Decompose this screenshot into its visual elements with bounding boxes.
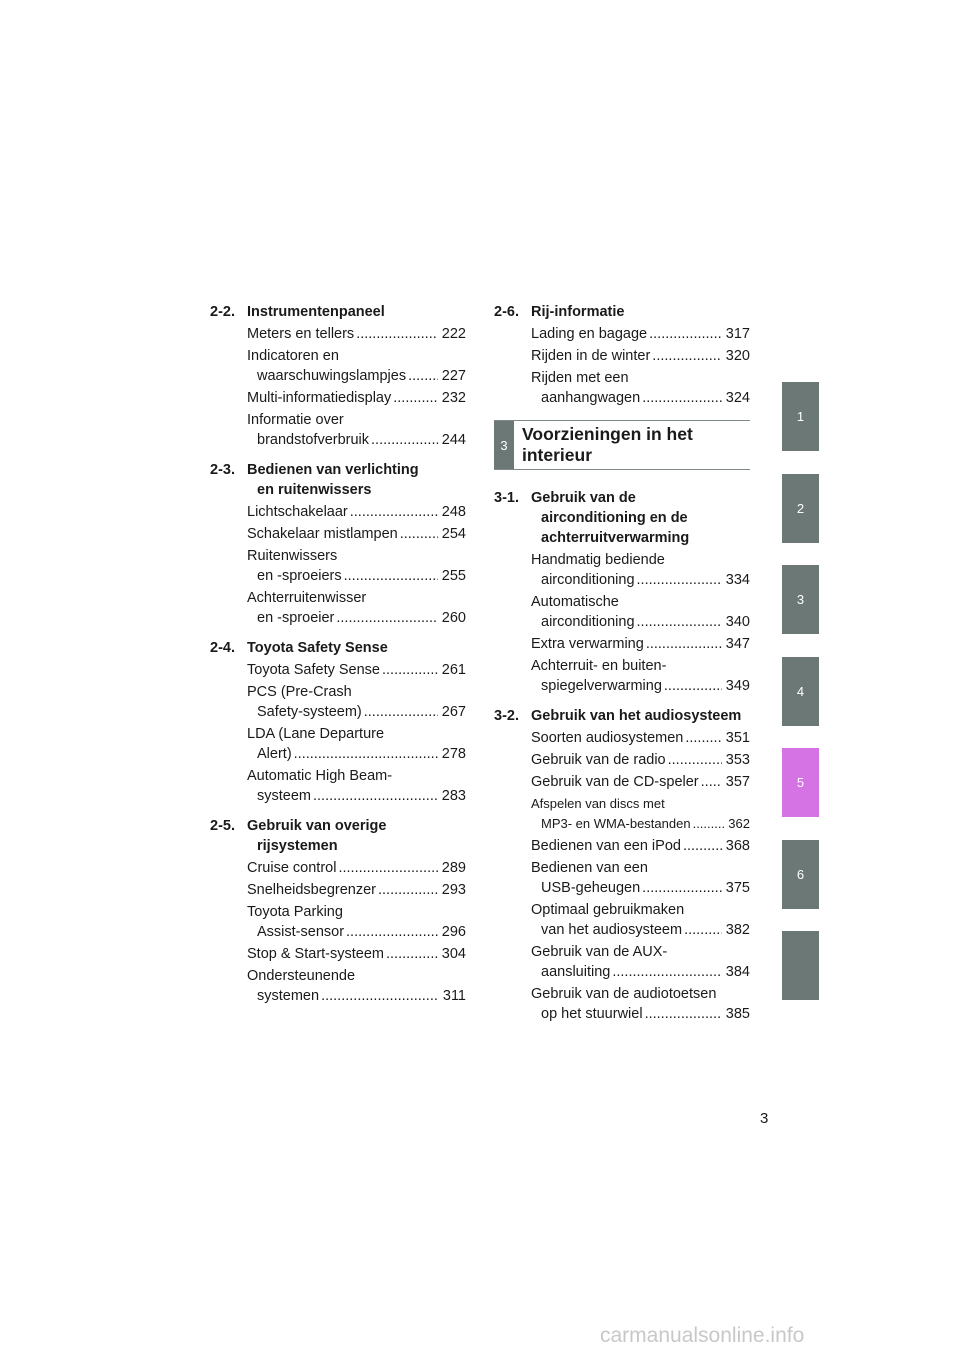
toc-entry[interactable] — [247, 524, 466, 544]
chapter-tab[interactable]: 4 — [782, 657, 819, 726]
toc-entry-line: Achterruit- en buiten- — [531, 658, 667, 674]
toc-entry-line: Gebruik van de AUX- — [531, 944, 668, 960]
toc-entry[interactable] — [531, 858, 750, 898]
toc-page-number: 349 — [725, 678, 750, 694]
section-title — [531, 302, 750, 322]
toc-entry-text: Lichtschakelaar — [247, 504, 348, 520]
section-heading — [494, 488, 750, 548]
toc-page-number: 296 — [441, 924, 466, 940]
toc-entry-line: Toyota Parking — [247, 904, 343, 920]
toc-page-number: 244 — [441, 432, 466, 448]
toc-leader-dots — [336, 608, 437, 628]
toc-leader-dots — [649, 324, 722, 344]
toc-entry-row — [531, 836, 750, 856]
section-number: 2-6. — [494, 304, 519, 320]
toc-entry-text: Bedienen van een iPod — [531, 838, 681, 854]
toc-entry-row — [531, 878, 750, 898]
section-number: 2-3. — [210, 462, 235, 478]
toc-page-number: 278 — [441, 746, 466, 762]
toc-entry-row — [247, 388, 466, 408]
toc-entry-row — [531, 814, 750, 834]
toc-entry-row — [531, 324, 750, 344]
section-title — [247, 302, 466, 322]
toc-leader-dots — [637, 612, 722, 632]
toc-entry-row — [247, 566, 466, 586]
section-title-line: Gebruik van het audiosysteem — [531, 708, 742, 724]
toc-entry-line: PCS (Pre-Crash — [247, 684, 352, 700]
toc-entry-text: USB-geheugen — [541, 880, 641, 896]
toc-entry[interactable] — [531, 656, 750, 696]
toc-entry-text: MP3- en WMA-bestanden — [541, 816, 691, 831]
toc-leader-dots — [645, 1004, 722, 1024]
toc-entry-text: van het audiosysteem — [541, 922, 683, 938]
chapter-tab[interactable]: 3 — [782, 565, 819, 634]
toc-leader-dots — [664, 676, 722, 696]
toc-entry[interactable] — [247, 944, 466, 964]
toc-entry-row — [247, 880, 466, 900]
toc-entry-text: Soorten audiosystemen — [531, 730, 684, 746]
toc-leader-dots — [364, 702, 438, 722]
toc-page-number: 232 — [441, 390, 466, 406]
toc-section — [494, 488, 750, 696]
toc-page-number: 261 — [441, 662, 466, 678]
toc-entry-row — [531, 388, 750, 408]
section-number: 2-5. — [210, 818, 235, 834]
toc-entry-text: Gebruik van de radio — [531, 752, 666, 768]
toc-leader-dots — [684, 920, 722, 940]
toc-leader-dots — [344, 566, 438, 586]
toc-entry[interactable] — [247, 546, 466, 586]
toc-entry[interactable] — [247, 858, 466, 878]
toc-entry[interactable] — [247, 588, 466, 628]
toc-entry-text: Assist-sensor — [257, 924, 345, 940]
chapter-tab[interactable]: 5 — [782, 748, 819, 817]
toc-page-number: 227 — [441, 368, 466, 384]
toc-section — [210, 302, 466, 450]
section-number: 3-1. — [494, 490, 519, 506]
toc-entry[interactable] — [531, 900, 750, 940]
toc-entry[interactable] — [531, 772, 750, 792]
toc-page-number: 353 — [725, 752, 750, 768]
chapter-tab[interactable]: 1 — [782, 382, 819, 451]
toc-leader-dots — [338, 858, 437, 878]
toc-right-column — [494, 302, 750, 1034]
toc-entry-row — [247, 502, 466, 522]
toc-entry-line: Gebruik van de audiotoetsen — [531, 986, 717, 1002]
toc-entry-text: Alert) — [257, 746, 292, 762]
toc-page-number: 254 — [441, 526, 466, 542]
section-heading — [494, 302, 750, 322]
toc-leader-dots — [642, 878, 722, 898]
toc-page-number: 222 — [441, 326, 466, 342]
toc-entry-row — [247, 660, 466, 680]
toc-page-number: 248 — [441, 504, 466, 520]
toc-entry-text: Toyota Safety Sense — [247, 662, 380, 678]
toc-entry-row — [531, 772, 750, 792]
toc-leader-dots — [400, 524, 438, 544]
toc-page-number: 385 — [725, 1006, 750, 1022]
toc-entry-text: Extra verwarming — [531, 636, 644, 652]
toc-entry[interactable] — [531, 346, 750, 366]
toc-entry-row — [247, 324, 466, 344]
toc-entry[interactable] — [531, 368, 750, 408]
toc-entry[interactable] — [247, 966, 466, 1006]
toc-entry-row — [531, 634, 750, 654]
toc-entry[interactable] — [531, 984, 750, 1024]
toc-entry-text: systeem — [257, 788, 311, 804]
toc-entry-line: Achterruitenwisser — [247, 590, 367, 606]
chapter-banner-title — [514, 421, 693, 469]
section-title-line: achterruitverwarming — [541, 530, 690, 546]
toc-entry-row — [247, 944, 466, 964]
toc-entry-text: Snelheidsbegrenzer — [247, 882, 376, 898]
toc-section — [210, 638, 466, 806]
toc-entry-row — [531, 920, 750, 940]
toc-page-number: 334 — [725, 572, 750, 588]
toc-entry-text: brandstofverbruik — [257, 432, 370, 448]
toc-entry[interactable] — [247, 502, 466, 522]
toc-entry-row — [531, 676, 750, 696]
toc-leader-dots — [346, 922, 438, 942]
toc-page-number: 293 — [441, 882, 466, 898]
toc-entry-text: Meters en tellers — [247, 326, 355, 342]
section-title — [247, 816, 466, 856]
section-number: 2-4. — [210, 640, 235, 656]
toc-entry-line: Automatische — [531, 594, 619, 610]
toc-entry-row — [531, 962, 750, 982]
section-number: 3-2. — [494, 708, 519, 724]
toc-entry-text: Cruise control — [247, 860, 337, 876]
toc-leader-dots — [313, 786, 438, 806]
toc-entry-text: Schakelaar mistlampen — [247, 526, 398, 542]
toc-leader-dots — [321, 986, 439, 1006]
toc-leader-dots — [693, 814, 725, 834]
toc-entry-row — [531, 570, 750, 590]
toc-entry-row — [247, 608, 466, 628]
toc-entry-text: aanhangwagen — [541, 390, 641, 406]
toc-entry-line: Indicatoren en — [247, 348, 339, 364]
toc-entry-text: Stop & Start-systeem — [247, 946, 384, 962]
section-number: 2-2. — [210, 304, 235, 320]
toc-entry-text: en -sproeier — [257, 610, 335, 626]
toc-entry[interactable] — [247, 766, 466, 806]
toc-leader-dots — [652, 346, 722, 366]
chapter-banner-number: 3 — [494, 421, 514, 469]
toc-entry[interactable] — [531, 836, 750, 856]
toc-page-number: 255 — [441, 568, 466, 584]
toc-entry[interactable] — [247, 388, 466, 408]
page-number: 3 — [760, 1110, 769, 1127]
toc-leader-dots — [386, 944, 438, 964]
toc-entry-text: aansluiting — [541, 964, 611, 980]
toc-leader-dots — [356, 324, 438, 344]
section-title — [531, 488, 750, 548]
section-title — [531, 706, 750, 726]
toc-entry-line: Informatie over — [247, 412, 344, 428]
toc-entry-text: en -sproeiers — [257, 568, 342, 584]
toc-page-number: 311 — [442, 988, 466, 1004]
toc-entry-row — [247, 702, 466, 722]
toc-section — [494, 706, 750, 1024]
section-heading — [494, 706, 750, 726]
toc-entry-text: Safety-systeem) — [257, 704, 362, 720]
watermark: carmanualsonline.info — [600, 1324, 805, 1347]
section-title-line: en ruitenwissers — [257, 482, 372, 498]
toc-entry-text: spiegelverwarming — [541, 678, 662, 694]
chapter-tab[interactable]: 6 — [782, 840, 819, 909]
toc-entry-row — [247, 786, 466, 806]
toc-page-number: 351 — [725, 730, 750, 746]
toc-entry[interactable] — [247, 660, 466, 680]
toc-entry-line: Handmatig bediende — [531, 552, 665, 568]
toc-entry[interactable] — [247, 324, 466, 344]
section-title — [247, 638, 466, 658]
toc-page-number: 320 — [725, 348, 750, 364]
toc-leader-dots — [646, 634, 722, 654]
toc-leader-dots — [378, 880, 438, 900]
toc-leader-dots — [294, 744, 438, 764]
toc-leader-dots — [637, 570, 722, 590]
toc-entry-row — [247, 524, 466, 544]
section-title-line: Instrumentenpaneel — [247, 304, 385, 320]
toc-page-number: 384 — [725, 964, 750, 980]
chapter-title-line1: Voorzieningen in het — [522, 424, 693, 444]
toc-entry-text: airconditioning — [541, 572, 635, 588]
toc-entry-row — [247, 430, 466, 450]
chapter-tab[interactable]: 2 — [782, 474, 819, 543]
section-heading — [210, 302, 466, 322]
toc-page-number: 283 — [441, 788, 466, 804]
section-title — [247, 460, 466, 500]
toc-entry-row — [247, 858, 466, 878]
toc-leader-dots — [612, 962, 721, 982]
toc-entry-text: Lading en bagage — [531, 326, 648, 342]
toc-page-number: 340 — [725, 614, 750, 630]
section-title-line: Gebruik van de — [531, 490, 636, 506]
toc-entry-row — [247, 986, 466, 1006]
toc-entry[interactable] — [531, 324, 750, 344]
toc-entry-row — [247, 744, 466, 764]
toc-page-number: 382 — [725, 922, 750, 938]
toc-entry[interactable] — [531, 728, 750, 748]
toc-entry[interactable] — [531, 634, 750, 654]
toc-section — [210, 816, 466, 1006]
toc-page-number: 304 — [441, 946, 466, 962]
toc-leader-dots — [371, 430, 438, 450]
toc-entry-row — [531, 612, 750, 632]
toc-entry-text: waarschuwingslampjes — [257, 368, 407, 384]
toc-entry[interactable] — [247, 682, 466, 722]
section-title-line: rijsystemen — [257, 838, 338, 854]
chapter-title-line2: interieur — [522, 445, 593, 465]
toc-entry-text: op het stuurwiel — [541, 1006, 643, 1022]
toc-entry[interactable] — [531, 550, 750, 590]
toc-entry[interactable] — [247, 880, 466, 900]
section-heading — [210, 638, 466, 658]
toc-entry-line: Ruitenwissers — [247, 548, 338, 564]
toc-entry-line: Rijden met een — [531, 370, 629, 386]
section-heading — [210, 816, 466, 856]
toc-entry-row — [531, 728, 750, 748]
toc-leader-dots — [642, 388, 722, 408]
toc-entry-line: Automatic High Beam- — [247, 768, 393, 784]
toc-entry[interactable] — [531, 794, 750, 834]
toc-entry[interactable] — [247, 724, 466, 764]
section-title-line: Rij-informatie — [531, 304, 625, 320]
chapter-banner — [494, 420, 750, 470]
toc-entry-line: LDA (Lane Departure — [247, 726, 385, 742]
toc-page-number: 357 — [725, 774, 750, 790]
toc-entry-text: Gebruik van de CD-speler — [531, 774, 699, 790]
toc-section — [210, 460, 466, 628]
chapter-tab[interactable] — [782, 931, 819, 1000]
toc-left-column — [210, 302, 466, 1016]
toc-leader-dots — [393, 388, 438, 408]
toc-leader-dots — [685, 728, 721, 748]
toc-page-number: 347 — [725, 636, 750, 652]
toc-leader-dots — [350, 502, 438, 522]
toc-page-number: 362 — [728, 816, 750, 831]
toc-entry-line: Ondersteunende — [247, 968, 356, 984]
toc-page-number: 324 — [725, 390, 750, 406]
toc-page-number: 368 — [725, 838, 750, 854]
toc-entry[interactable] — [247, 410, 466, 450]
toc-entry-text: Rijden in de winter — [531, 348, 651, 364]
toc-entry[interactable] — [531, 750, 750, 770]
toc-page-number: 267 — [441, 704, 466, 720]
toc-leader-dots — [701, 772, 722, 792]
toc-entry-text: systemen — [257, 988, 320, 1004]
toc-leader-dots — [668, 750, 722, 770]
toc-entry-row — [531, 346, 750, 366]
toc-page-number: 317 — [725, 326, 750, 342]
toc-entry-text: airconditioning — [541, 614, 635, 630]
section-heading — [210, 460, 466, 500]
toc-entry[interactable] — [247, 902, 466, 942]
toc-page-number: 289 — [441, 860, 466, 876]
toc-section — [494, 302, 750, 408]
toc-entry-row — [531, 1004, 750, 1024]
toc-leader-dots — [683, 836, 722, 856]
section-title-line: Toyota Safety Sense — [247, 640, 388, 656]
toc-entry-line: Optimaal gebruikmaken — [531, 902, 685, 918]
toc-entry-row — [247, 922, 466, 942]
section-title-line: Bedienen van verlichting — [247, 462, 419, 478]
section-title-line: airconditioning en de — [541, 510, 688, 526]
toc-entry-text: Multi-informatiedisplay — [247, 390, 392, 406]
toc-entry-row — [247, 366, 466, 386]
toc-entry[interactable] — [531, 942, 750, 982]
toc-entry-line: Bedienen van een — [531, 860, 648, 876]
toc-entry[interactable] — [531, 592, 750, 632]
toc-leader-dots — [408, 366, 438, 386]
toc-entry-row — [531, 750, 750, 770]
toc-entry-line: Afspelen van discs met — [531, 796, 665, 811]
section-title-line: Gebruik van overige — [247, 818, 387, 834]
toc-page-number: 260 — [441, 610, 466, 626]
toc-leader-dots — [382, 660, 438, 680]
toc-page-number: 375 — [725, 880, 750, 896]
toc-entry[interactable] — [247, 346, 466, 386]
